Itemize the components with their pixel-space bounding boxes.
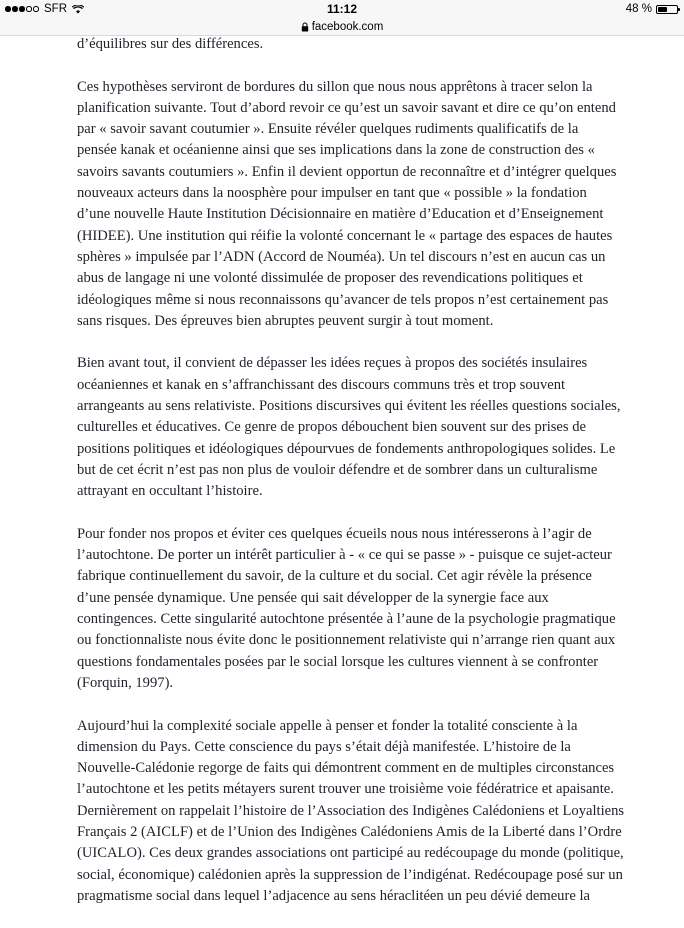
paragraph-line: océaniennes et kanak en s’affranchissant des discours communs très et trop souvent: [77, 376, 566, 393]
paragraph-line: sphères » impulsée par l’ADN (Accord de Nouméa). Un tel discours n’est en aucun cas un: [77, 248, 606, 265]
paragraph-line: Nouvelle-Calédonie regorge de faits qui démontrent comment en de multiples circonstances: [77, 760, 615, 777]
paragraph-line: planification suivante. Tout d’abord revoir ce qu’est un savoir savant et dire ce qu’on entend: [77, 99, 616, 116]
paragraph-line: abus de langage ni une volonté dissimulée de proposer des revendications politiques et: [77, 270, 583, 287]
paragraph-line: but de cet écrit n’est pas non plus de vouloir défendre et de sombrer dans un culturalisme: [77, 461, 598, 478]
paragraph-line: positions politiques et idéologiques dépourvues de fondements anthropologiques solides. Le: [77, 440, 616, 457]
article-paragraph: [77, 524, 617, 694]
url-domain[interactable]: facebook.com: [311, 20, 384, 33]
paragraph-line: (HIDEE). Une institution qui réifie la volonté concernant le « partage des espaces de hautes: [77, 227, 613, 244]
paragraph-line: d’une nouvelle Haute Institution Décisionnaire en matière d’Education et d’Enseignement: [77, 206, 604, 223]
paragraph-line: Dernièrement on rappelait l’histoire de l’Association des Indigènes Calédoniens et Loyaltiens: [77, 802, 625, 819]
paragraph-line: d’une pensée dynamique. Une pensée qui sait développer de la synergie face aux: [77, 589, 549, 606]
article-paragraph: [77, 77, 617, 333]
status-bar-right: [626, 3, 678, 15]
article-body: [77, 34, 625, 928]
carrier-name: SFR: [44, 3, 67, 15]
paragraph-line: par « savoir savant coutumier ». Ensuite révéler quelques rudiments qualificatifs de la: [77, 121, 579, 138]
paragraph-line: attrayant en occultant l’histoire.: [77, 483, 263, 500]
paragraph-line: l’autochtone et les petits métayers surent trouver une troisième voie fédératrice et apaisante.: [77, 781, 614, 798]
paragraph-line: questions fondamentales posées par le social lorsque les cultures viennent à se confronter: [77, 653, 599, 670]
paragraph-line: idéologiques même si nous reconnaissons qu’avancer de tels propos n’est certainement pas: [77, 291, 609, 308]
battery-icon: [656, 5, 678, 14]
paragraph-line: arrangeants au sens relativiste. Positions discursives qui évitent les réelles questions sociales,: [77, 398, 621, 415]
paragraph-line: pragmatisme social dans lequel l’adjacence au sens héraclitéen un peu dévié demeure la: [77, 887, 590, 904]
paragraph-line: ou fonctionnaliste nous évite donc le positionnement relativiste qui n’arrange rien quant aux: [77, 632, 616, 649]
paragraph-line: Aujourd’hui la complexité sociale appelle à penser et fonder la totalité consciente à la: [77, 717, 578, 734]
paragraph-line: nouveaux acteurs dans la noosphère pour impulser en tant que « possible » la fondation: [77, 185, 587, 202]
lock-icon: [301, 22, 309, 32]
paragraph-line: savoirs savants coutumiers ». Enfin il devient opportun de reconnaître et d’intégrer quelques: [77, 163, 617, 180]
paragraph-line: social, économique) calédonien après la suppression de l’indigénat. Redécoupage posé sur un: [77, 866, 623, 883]
paragraph-line: Bien avant tout, il convient de dépasser les idées reçues à propos des sociétés insulaires: [77, 355, 588, 372]
clock: 11:12: [326, 2, 358, 16]
article-paragraph: [77, 716, 625, 908]
paragraph-line: contingences. Cette singularité autochtone présentée à l’aune de la psychologie pragmatique: [77, 611, 616, 628]
paragraph-line: (Forquin, 1997).: [77, 674, 174, 691]
paragraph-line: sans risques. Des épreuves bien abruptes peuvent surgir à tout moment.: [77, 312, 494, 329]
article-paragraph: [77, 353, 621, 502]
paragraph-line: d’équilibres sur des différences.: [77, 36, 264, 52]
status-bar: [0, 0, 684, 18]
battery-percentage: 48 %: [625, 3, 652, 15]
paragraph-line: (UICALO). Ces deux grandes associations ont participé au redécoupage du monde (politique,: [77, 845, 624, 862]
paragraph-line: culturelles et éducatives. Ce genre de propos débouchent bien souvent sur des prises de: [77, 419, 587, 436]
paragraph-line: dimension du Pays. Cette conscience du pays s’était déjà manifestée. L’histoire de la: [77, 738, 571, 755]
article-paragraph: [77, 34, 617, 55]
paragraph-line: l’autochtone. De porter un intérêt particulier à - « ce qui se passe » - puisque ce sujet-acteur: [77, 547, 612, 564]
battery-level-fill: [658, 7, 667, 12]
paragraph-line: Français 2 (AICLF) et de l’Union des Indigènes Calédoniens Amis de la Liberté dans l’Ordre: [77, 823, 622, 840]
paragraph-line: Ces hypothèses serviront de bordures du sillon que nous nous apprêtons à tracer selon la: [77, 78, 593, 95]
paragraph-line: pensée kanak et océanienne ainsi que ses implications dans la zone de construction des «: [77, 142, 595, 159]
paragraph-line: fabrique continuellement du savoir, de la culture et du social. Cet agir révèle la présence: [77, 568, 592, 585]
paragraph-line: Pour fonder nos propos et éviter ces quelques écueils nous nous intéresserons à l’agir de: [77, 525, 592, 542]
